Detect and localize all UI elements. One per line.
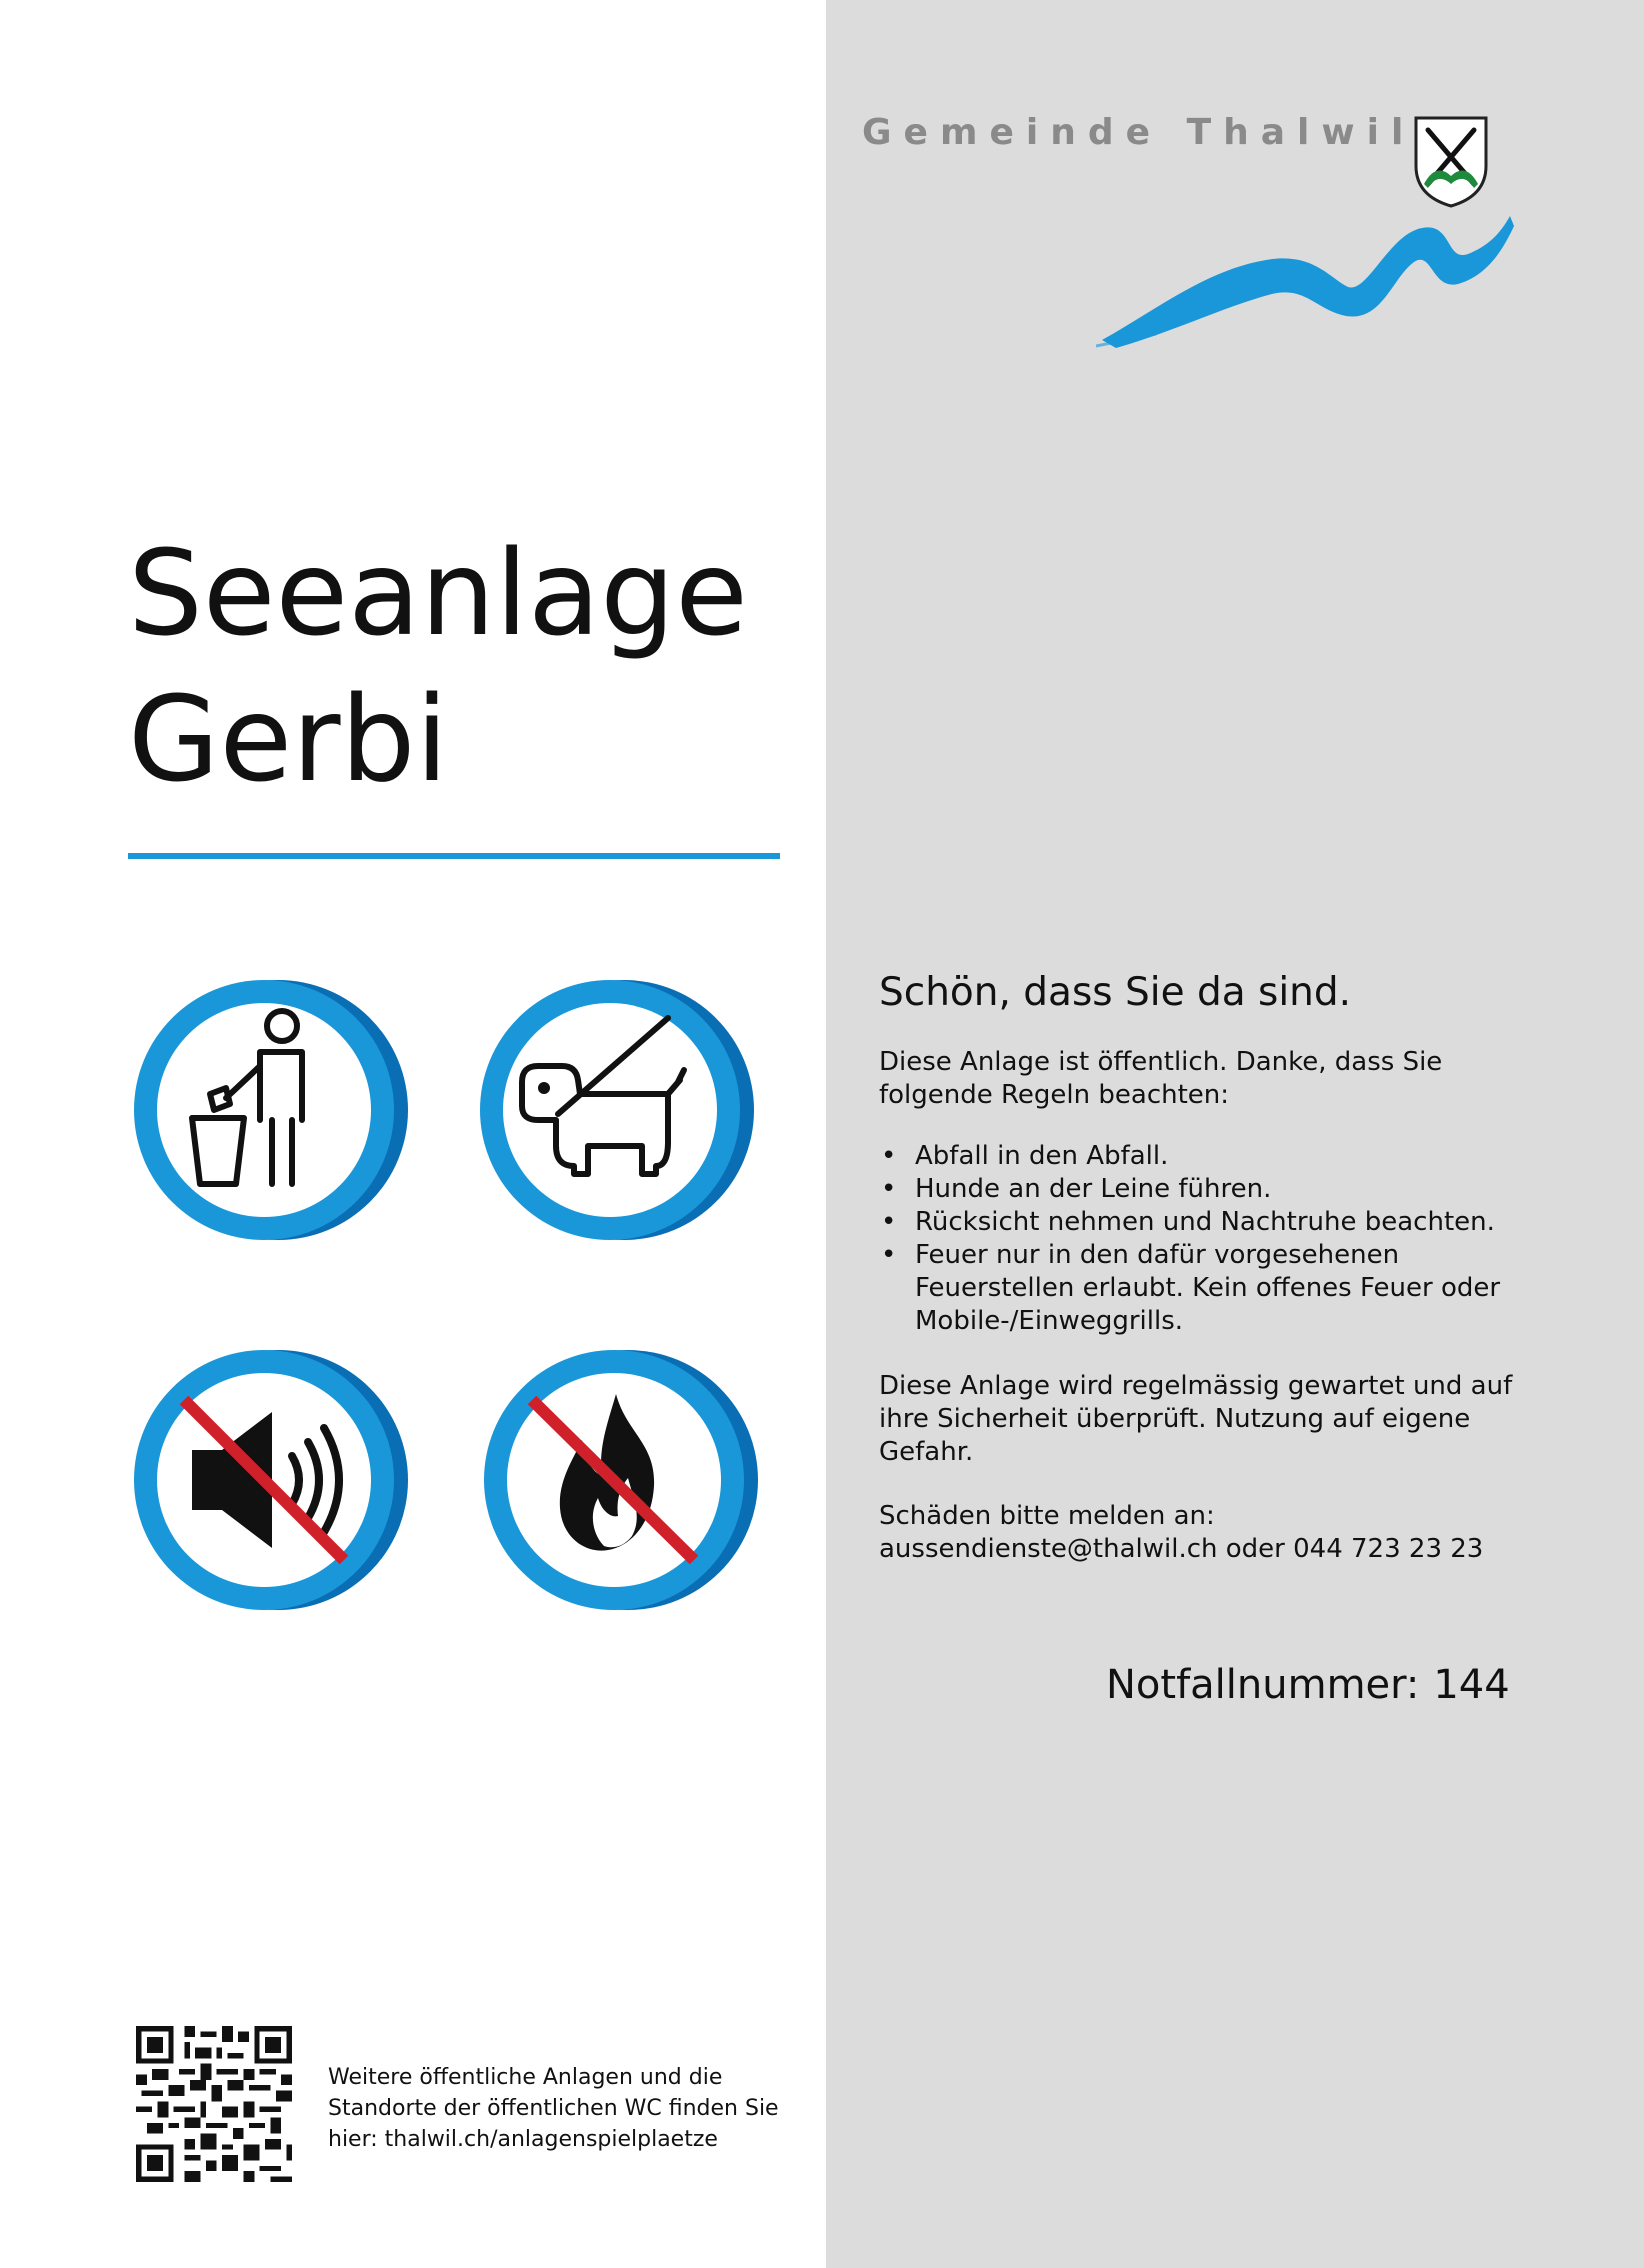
rule-item: • Feuer nur in den dafür vorgesehenen Feuerstellen erlaubt. Kein offenes Feuer oder Mobile-/Einweggrills. [879, 1239, 1519, 1338]
emergency-number [1106, 1662, 1510, 1708]
report-damage-label: Schäden bitte melden an: [879, 1501, 1215, 1531]
title-line-1: Seeanlage [128, 524, 748, 662]
rules-list [879, 1140, 1519, 1338]
rule-item: • Rücksicht nehmen und Nachtruhe beachten. [879, 1206, 1519, 1239]
maintenance-text: Diese Anlage wird regelmässig gewartet und auf ihre Sicherheit überprüft. Nutzung auf eigene Gefahr. [879, 1371, 1513, 1467]
greeting-heading: Schön, dass Sie da sind. [879, 970, 1352, 1015]
rule-item: • Abfall in den Abfall. [879, 1140, 1519, 1173]
no-fire-icon [476, 1340, 766, 1620]
report-damage-contact: aussendienste@thalwil.ch oder 044 723 23 23 [879, 1534, 1484, 1564]
title-line-2: Gerbi [128, 670, 449, 808]
rule-item: • Hunde an der Leine führen. [879, 1173, 1519, 1206]
qr-code-icon[interactable] [136, 2026, 292, 2182]
title-underline [128, 853, 780, 859]
emergency-label: Notfallnummer: [1106, 1662, 1420, 1708]
litter-bin-icon [126, 970, 416, 1250]
litter-bin-pictogram [126, 970, 416, 1250]
no-noise-pictogram [126, 1340, 416, 1620]
brand-wave-logo [1096, 190, 1516, 350]
dog-on-leash-icon [472, 970, 762, 1250]
footer-note: Weitere öffentliche Anlagen und die Standorte der öffentlichen WC finden Sie hier: thalwil.ch/anlagenspielplaetze [328, 2065, 779, 2152]
page-title [128, 520, 748, 812]
municipality-name: Gemeinde Thalwil [862, 112, 1416, 153]
no-noise-icon [126, 1340, 416, 1620]
dog-on-leash-pictogram [472, 970, 762, 1250]
emergency-digits: 144 [1433, 1662, 1510, 1708]
intro-text: Diese Anlage ist öffentlich. Danke, dass Sie folgende Regeln beachten: [879, 1047, 1443, 1110]
no-fire-pictogram [476, 1340, 766, 1620]
